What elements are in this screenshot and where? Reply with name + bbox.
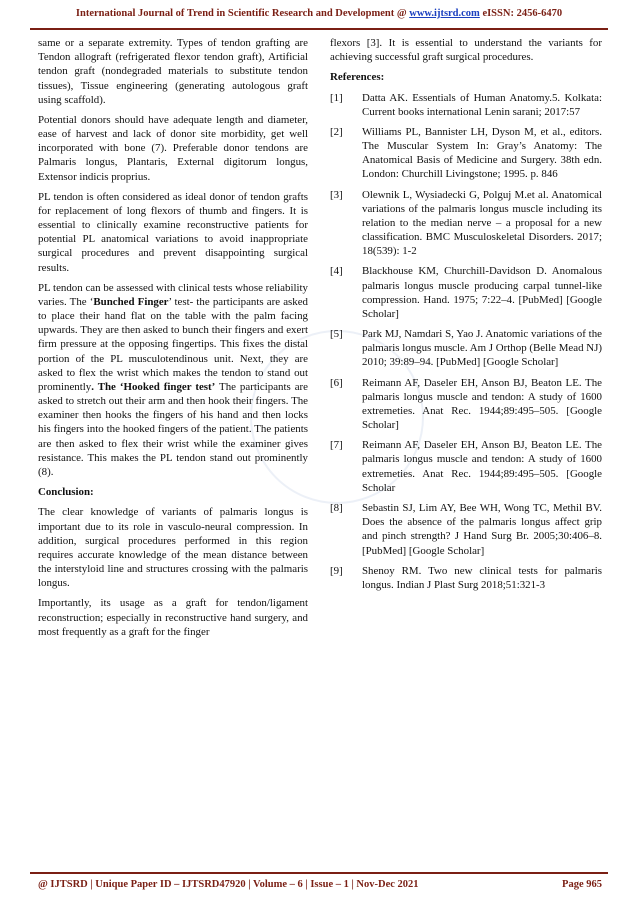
reference-text: Datta AK. Essentials of Human Anatomy.5. Kolkata: Current books international Lenin sarani; 2017:57: [362, 91, 602, 118]
reference-text: Reimann AF, Daseler EH, Anson BJ, Beaton LE. The palmaris longus muscle and tendon: A study of 1600 extremeties. Anat Rec. 1944;89:495–505. [Google Scholar]: [362, 376, 602, 432]
reference-number: [3]: [330, 188, 343, 201]
reference-number: [6]: [330, 376, 343, 389]
text-run: PL tendon can be assessed with clinical tests whose reliability varies. The ‘: [38, 281, 308, 308]
reference-number: [9]: [330, 564, 343, 577]
reference-number: [4]: [330, 265, 343, 278]
text-run: ’ test- the participants are asked to place their hand flat on the table with the palm facing upwards. They are then asked to bunch their fingers and exert firm pressure at the opposing fingertips. This fixes the distal portion of the PL musculotendinous unit. Next, they are asked to flex the wrist which makes the tendon to stand out prominently: [38, 295, 308, 393]
reference-text: Williams PL, Bannister LH, Dyson M, et al., editors. The Muscular System In: Gray’s Anatomy: The Anatomical Basis of Medicine and Surgery. 38th edn. London: Churchill Livingstone; 1995. p. 846: [362, 125, 602, 181]
paragraph: flexors [3]. It is essential to understand the variants for achieving successful graft surgical procedures.: [330, 37, 602, 64]
reference-number: [2]: [330, 125, 343, 138]
left-column: [38, 36, 308, 645]
references-heading: References:: [330, 71, 385, 84]
reference-item: [330, 564, 602, 592]
bunched-finger-term: Bunched Finger: [93, 295, 169, 308]
reference-item: [330, 188, 602, 259]
reference-number: [8]: [330, 501, 343, 514]
reference-number: [5]: [330, 328, 343, 341]
conclusion-paragraph: The clear knowledge of variants of palmaris longus is important due to its role in vasculo-neural compression. In addition, surgical procedures performed in this region requires accurate knowledge of the mean distance between the interstyloid line and structures crossing with the palmaris longus.: [38, 506, 308, 590]
reference-number: [7]: [330, 439, 343, 452]
reference-number: [1]: [330, 91, 343, 104]
journal-issn: eISSN: 2456-6470: [482, 8, 563, 19]
journal-url-link[interactable]: www.ijtsrd.com: [409, 8, 480, 19]
right-column: [330, 36, 602, 598]
reference-item: [330, 376, 602, 433]
reference-item: [330, 264, 602, 321]
text-run: The participants are asked to stretch out their arm and then hook their fingers. The examiner then hooks the fingers of his hand and then locks his fingers into the hooked fingers of the patient. The patients are then asked to flex their wrist while the examiner gives resistance. This makes the PL tendon stand out prominently (8).: [38, 380, 308, 478]
journal-header: [0, 8, 638, 19]
footer-paper-info: @ IJTSRD | Unique Paper ID – IJTSRD47920 | Volume – 6 | Issue – 1 | Nov-Dec 2021: [38, 879, 419, 890]
paragraph-clinical-tests: [38, 281, 308, 479]
reference-item: [330, 438, 602, 495]
header-divider: [30, 28, 608, 30]
paragraph: same or a separate extremity. Types of tendon grafting are Tendon allograft (refrigerated flexor tendon graft), Artificial tendon graft (nondegraded materials to substitute tendon tissues), Tissue engineering (generating autologous graft using scaffold).: [38, 37, 308, 106]
paragraph: Importantly, its usage as a graft for tendon/ligament reconstruction; especially in reconstructive hand surgery, and most frequently as a graft for the finger: [38, 597, 308, 638]
hooked-finger-term: . The ‘Hooked finger test’: [91, 380, 216, 393]
paragraph: Potential donors should have adequate length and diameter, ease of harvest and lack of donor site morbidity, get well incorporated with bone (7). Preferable donor tendons are Palmaris longus, Plantaris, External digitorum longus, Extensor indicis proprius.: [38, 113, 308, 183]
page-number: Page 965: [562, 879, 602, 890]
reference-item: [330, 501, 602, 558]
reference-text: Blackhouse KM, Churchill-Davidson D. Anomalous palmaris longus muscle producing carpal tunnel-like compression. Hand. 1975; 7:22–4. [PubMed] [Google Scholar]: [362, 265, 602, 320]
reference-text: Reimann AF, Daseler EH, Anson BJ, Beaton LE. The palmaris longus muscle and tendon: A study of 1600 extremeties. Anat Rec. 1944;89:495–505. [Google Scholar: [362, 439, 602, 494]
paragraph: PL tendon is often considered as ideal donor of tendon grafts for replacement of long flexors of thumb and fingers. It is essential to clinically examine reconstructive patients for potential PL anatomical variations to avoid inappropriate surgical procedures and prevent disappointing surgical results.: [38, 190, 308, 274]
conclusion-heading: Conclusion:: [38, 486, 94, 499]
reference-text: Shenoy RM. Two new clinical tests for palmaris longus. Indian J Plast Surg 2018;51:321-3: [362, 564, 602, 591]
reference-item: [330, 327, 602, 370]
page-footer: [38, 879, 602, 890]
references-list: [330, 91, 602, 593]
reference-item: [330, 91, 602, 119]
reference-text: Olewnik L, Wysiadecki G, Polguj M.et al. Anatomical variations of the palmaris longus muscle including its relation to the median nerve – a proposal for a new classification. BMC Musculoskeletal Disorders. 2017; 18(539): 1-2: [362, 188, 602, 258]
footer-divider: [30, 872, 608, 874]
reference-text: Park MJ, Namdari S, Yao J. Anatomic variations of the palmaris longus muscle. Am J Orthop (Belle Mead NJ) 2010; 39:89–94. [PubMed] [Google Scholar]: [362, 328, 602, 369]
reference-text: Sebastin SJ, Lim AY, Bee WH, Wong TC, Methil BV. Does the absence of the palmaris longus affect grip and pinch strength? J Hand Surg Br. 2005;30:406–8. [PubMed] [Google Scholar]: [362, 501, 602, 557]
journal-title: International Journal of Trend in Scientific Research and Development @: [75, 8, 407, 19]
reference-item: [330, 125, 602, 182]
